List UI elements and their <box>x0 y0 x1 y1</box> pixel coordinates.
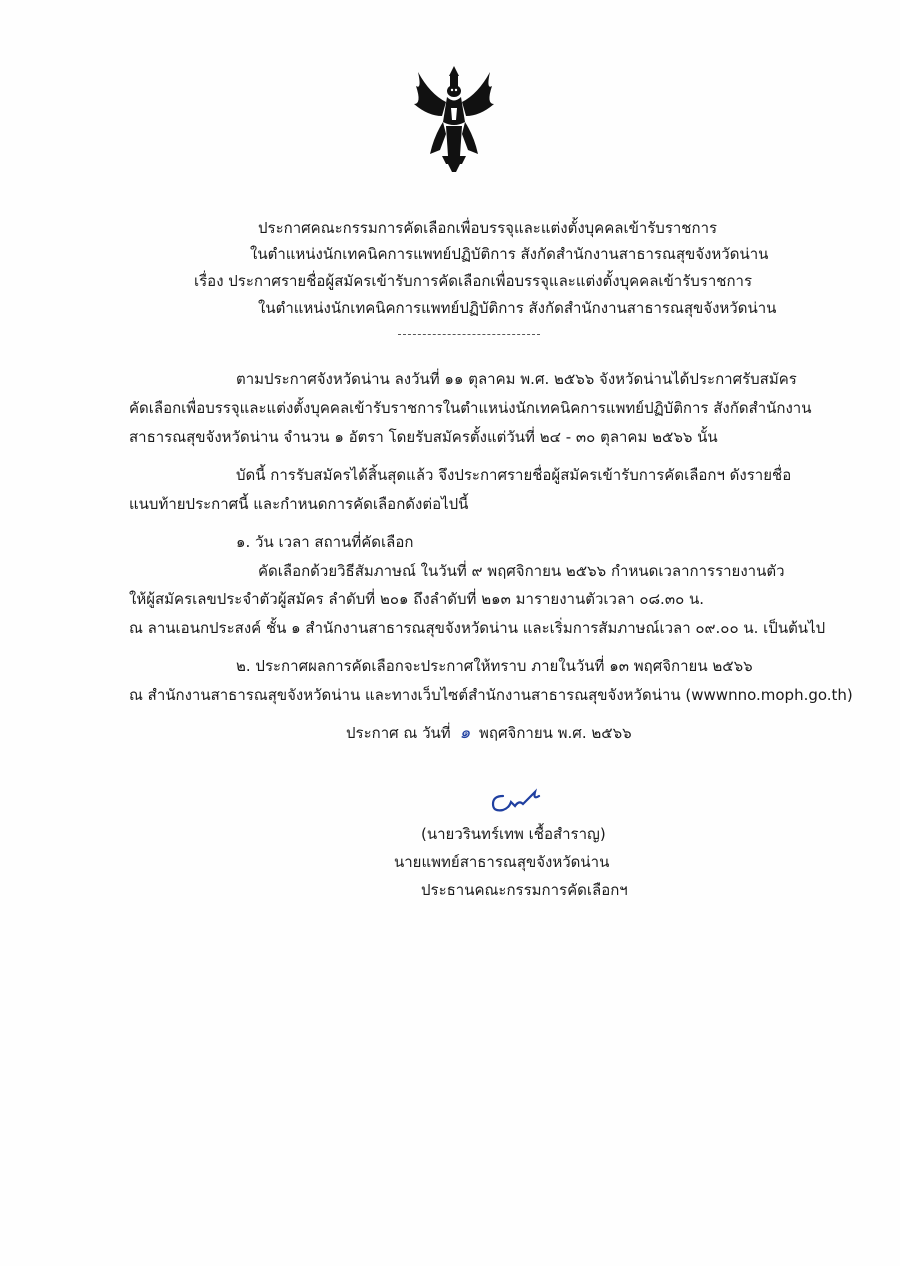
signatory-role: ประธานคณะกรรมการคัดเลือกฯ <box>421 881 628 899</box>
section-1-line-3: ณ ลานเอนกประสงค์ ชั้น ๑ สำนักงานสาธารณสุขจังหวัดน่าน และเริ่มการสัมภาษณ์เวลา ๐๙.๐๐ น. เป็นต้นไป <box>129 619 826 637</box>
signature-mark <box>489 786 545 816</box>
subject-continuation: ในตำแหน่งนักเทคนิคการแพทย์ปฏิบัติการ สังกัดสำนักงานสาธารณสุขจังหวัดน่าน <box>258 299 777 317</box>
paragraph-2-line-1: บัดนี้ การรับสมัครได้สิ้นสุดแล้ว จึงประกาศรายชื่อผู้สมัครเข้ารับการคัดเลือกฯ ดังรายชื่อ <box>236 466 792 484</box>
announcement-day-handwritten: ๑ <box>459 723 471 743</box>
announcement-month-year: พฤศจิกายน พ.ศ. ๒๕๖๖ <box>479 724 632 742</box>
announcement-date <box>346 722 632 744</box>
header-line-2: ในตำแหน่งนักเทคนิคการแพทย์ปฏิบัติการ สังกัดสำนักงานสาธารณสุขจังหวัดน่าน <box>250 245 769 263</box>
signatory-name: (นายวรินทร์เทพ เชื้อสำราญ) <box>421 825 606 843</box>
signatory-position: นายแพทย์สาธารณสุขจังหวัดน่าน <box>394 853 610 871</box>
paragraph-1-line-2: คัดเลือกเพื่อบรรจุและแต่งตั้งบุคคลเข้ารับราชการในตำแหน่งนักเทคนิคการแพทย์ปฏิบัติการ สังกัดสำนักงาน <box>129 399 812 417</box>
section-1-line-2: ให้ผู้สมัครเลขประจำตัวผู้สมัคร ลำดับที่ ๒๐๑ ถึงลำดับที่ ๒๑๓ มารายงานตัวเวลา ๐๘.๓๐ น. <box>129 590 705 608</box>
garuda-emblem-icon <box>412 64 496 174</box>
section-1-line-1: คัดเลือกด้วยวิธีสัมภาษณ์ ในวันที่ ๙ พฤศจิกายน ๒๕๖๖ กำหนดเวลาการรายงานตัว <box>258 562 785 580</box>
paragraph-1-line-1: ตามประกาศจังหวัดน่าน ลงวันที่ ๑๑ ตุลาคม พ.ศ. ๒๕๖๖ จังหวัดน่านได้ประกาศรับสมัคร <box>236 370 797 388</box>
section-2-line-2: ณ สำนักงานสาธารณสุขจังหวัดน่าน และทางเว็บไซต์สำนักงานสาธารณสุขจังหวัดน่าน (wwwnno.moph.go.th) <box>129 686 853 704</box>
subject-line: เรื่อง ประกาศรายชื่อผู้สมัครเข้ารับการคัดเลือกเพื่อบรรจุและแต่งตั้งบุคคลเข้ารับราชการ <box>194 272 753 290</box>
section-2-line-1: ๒. ประกาศผลการคัดเลือกจะประกาศให้ทราบ ภายในวันที่ ๑๓ พฤศจิกายน ๒๕๖๖ <box>236 657 753 675</box>
paragraph-1-line-3: สาธารณสุขจังหวัดน่าน จำนวน ๑ อัตรา โดยรับสมัครตั้งแต่วันที่ ๒๔ - ๓๐ ตุลาคม ๒๕๖๖ นั้น <box>129 428 718 446</box>
announcement-prefix: ประกาศ ณ วันที่ <box>346 724 451 742</box>
header-divider <box>398 334 540 335</box>
section-1-heading: ๑. วัน เวลา สถานที่คัดเลือก <box>236 533 414 551</box>
paragraph-2-line-2: แนบท้ายประกาศนี้ และกำหนดการคัดเลือกดังต่อไปนี้ <box>129 495 469 513</box>
header-line-1: ประกาศคณะกรรมการคัดเลือกเพื่อบรรจุและแต่งตั้งบุคคลเข้ารับราชการ <box>258 219 718 237</box>
